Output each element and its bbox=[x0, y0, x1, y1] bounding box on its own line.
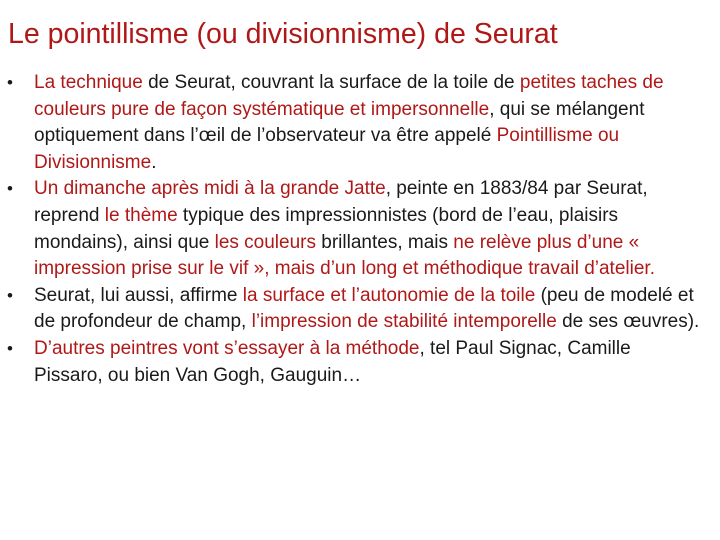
bullet-text-segment: typique des impressionnistes (bord de l’eau, plaisirs mondains), ainsi que bbox=[34, 204, 619, 253]
bullet-item bbox=[0, 283, 720, 336]
bullet-text-segment: D’autres peintres vont s’essayer à la méthode bbox=[34, 337, 420, 359]
bullet-item bbox=[0, 176, 720, 282]
bullet-item bbox=[0, 70, 720, 176]
bullet-text-segment: Un dimanche après midi à la grande Jatte bbox=[34, 178, 386, 200]
bullet-text-segment: , qui se mélangent optiquement dans l’œil de l’observateur va être appelé bbox=[34, 98, 645, 147]
bullet-list bbox=[0, 70, 720, 389]
bullet-text-segment: le thème bbox=[104, 204, 178, 226]
bullet-text-segment: ne relève plus d’une « impression prise sur le vif », mais d’un long et méthodique travail d’atelier. bbox=[34, 231, 655, 280]
bullet-text-segment: La technique bbox=[34, 72, 143, 93]
bullet-dot-icon: • bbox=[7, 285, 13, 305]
bullet-text-segment: brillantes, mais bbox=[316, 231, 454, 253]
slide-title: Le pointillisme (ou divisionnisme) de Seurat bbox=[8, 18, 558, 50]
bullet-text-segment: de Seurat, couvrant la surface de la toile de bbox=[142, 72, 520, 93]
bullet-text-segment: l’impression de stabilité intemporelle bbox=[251, 311, 557, 333]
bullet-item bbox=[0, 336, 720, 389]
bullet-text-segment: les couleurs bbox=[214, 231, 316, 253]
bullet-dot-icon: • bbox=[7, 338, 13, 358]
bullet-text-segment: (peu de modelé et de profondeur de champ, bbox=[34, 284, 694, 333]
bullet-text-segment: , tel Paul Signac, Camille Pissaro, ou bien Van Gogh, Gauguin… bbox=[34, 337, 631, 386]
bullet-text-segment: petites taches de couleurs pure de façon systématique et impersonnelle bbox=[34, 72, 664, 120]
bullet-text-segment: de ses œuvres). bbox=[556, 311, 700, 333]
bullet-text-segment: , peinte en 1883/84 par Seurat, reprend bbox=[34, 178, 648, 226]
bullet-text-segment: Seurat, lui aussi, affirme bbox=[34, 284, 243, 306]
bullet-dot-icon: • bbox=[7, 73, 13, 92]
bullet-text-segment: la surface et l’autonomie de la toile bbox=[242, 284, 536, 306]
bullet-dot-icon: • bbox=[7, 179, 13, 199]
bullet-text-segment: . bbox=[151, 151, 157, 173]
bullet-text-segment: Pointillisme ou Divisionnisme bbox=[34, 125, 620, 173]
